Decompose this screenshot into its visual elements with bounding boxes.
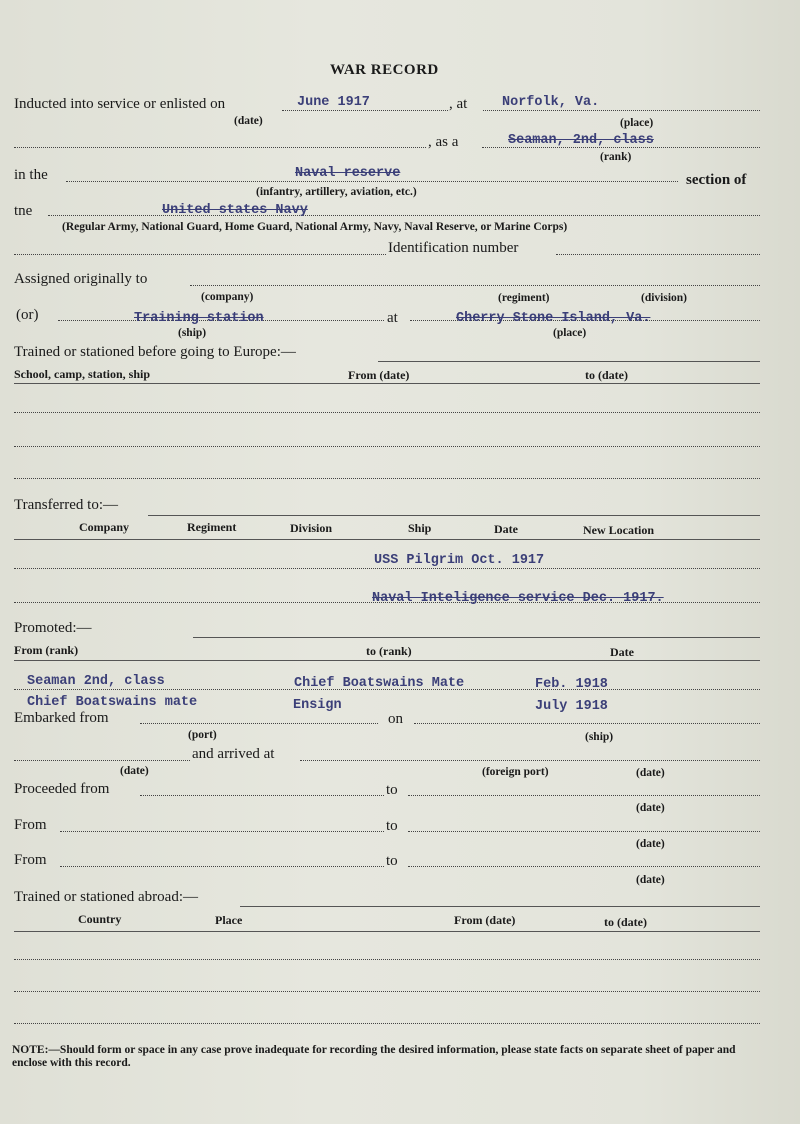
embarked-date-line [14,760,190,761]
arrived-label: and arrived at [192,746,275,762]
abroad-header-to: to (date) [604,915,647,929]
abroad-header-rule [14,931,760,932]
promoted-row-1-date: Feb. 1918 [535,677,608,692]
section-of-label: section of [686,172,747,188]
promoted-header-to: to (rank) [366,644,412,658]
transferred-header-date: Date [494,522,518,536]
to-label-1: to [386,818,398,834]
promoted-header-rule [14,660,760,661]
place-caption: (place) [553,327,587,339]
assigned-place: Cherry Stone Island, Va. [456,311,651,326]
proceeded-to-label: to [386,782,398,798]
inducted-place: Norfolk, Va. [502,95,600,110]
abroad-line-1 [14,959,760,960]
the-label: tne [14,203,33,219]
rank-caption: (rank) [600,151,632,163]
rank-line-blank [14,147,426,148]
embarked-ship-caption: (ship) [585,731,614,743]
from-line-2 [60,866,384,867]
foreign-port-caption: (foreign port) [482,766,549,778]
proceeded-from-line [140,795,384,796]
to-label-2: to [386,853,398,869]
service-line [48,215,760,216]
promoted-label: Promoted:— [14,620,92,636]
identification-label: Identification number [388,240,519,256]
date-caption-1: (date) [636,838,665,850]
trained-before-rule [378,361,760,362]
transferred-header-regiment: Regiment [187,520,237,534]
abroad-header-from: From (date) [454,913,516,927]
date-caption-2: (date) [636,874,665,886]
inducted-date: June 1917 [297,95,370,110]
promoted-row-2-date: July 1918 [535,699,608,714]
transferred-label: Transferred to:— [14,497,119,513]
trained-before-header-to: to (date) [585,368,628,382]
promoted-row-2-to: Ensign [293,698,342,713]
abroad-header-country: Country [78,912,122,926]
inducted-label: Inducted into service or enlisted on [14,96,226,112]
arrived-date-caption: (date) [636,767,665,779]
from-label-2: From [14,852,47,868]
company-caption: (company) [201,291,254,303]
ship-value: Training station [134,311,264,326]
as-a-label: , as a [428,134,459,150]
footer-note: NOTE:—Should form or space in any case prove inadequate for recording the desired information, please state facts on separate sheet of paper and enclose with this record. [12,1044,736,1069]
promoted-rule [193,637,760,638]
transferred-header-division: Division [290,521,333,535]
proceeded-date-caption: (date) [636,802,665,814]
embarked-port-line [140,723,378,724]
promoted-row-1-from: Seaman 2nd, class [27,674,165,689]
from-label-1: From [14,817,47,833]
embarked-ship-line [414,723,760,724]
regiment-caption: (regiment) [498,292,550,304]
ship-caption: (ship) [178,327,207,339]
service-value: United states Navy [162,203,308,218]
division-caption: (division) [641,292,688,304]
transferred-header-ship: Ship [408,521,432,535]
trained-before-line-2 [14,446,760,447]
assigned-label: Assigned originally to [14,271,148,287]
or-label: (or) [16,307,39,323]
to-line-2 [408,866,760,867]
identification-blank-line [14,254,386,255]
abroad-line-2 [14,991,760,992]
abroad-header-place: Place [215,913,243,927]
inducted-place-caption: (place) [620,117,654,129]
to-line-1 [408,831,760,832]
trained-before-line-1 [14,412,760,413]
proceeded-to-line [408,795,760,796]
trained-abroad-rule [240,906,760,907]
trained-before-header-place: School, camp, station, ship [14,367,151,381]
inducted-date-caption: (date) [234,115,263,127]
trained-before-header-rule [14,383,760,384]
trained-before-line-3 [14,478,760,479]
proceeded-label: Proceeded from [14,781,110,797]
promoted-row-2-from: Chief Boatswains mate [27,695,198,710]
trained-abroad-label: Trained or stationed abroad:— [14,889,198,905]
section-caption: (infantry, artillery, aviation, etc.) [256,186,417,198]
arrived-line [300,760,760,761]
assigned-line [190,285,760,286]
from-line-1 [60,831,384,832]
identification-line [556,254,760,255]
assigned-at-label: at [387,310,398,326]
promoted-header-from: From (rank) [14,643,79,657]
inducted-at-label: , at [449,96,468,112]
transferred-header-rule [14,539,760,540]
trained-before-label: Trained or stationed before going to Europe:— [14,344,296,360]
embarked-on-label: on [388,711,403,727]
in-the-label: in the [14,167,48,183]
rank-value: Seaman, 2nd, class [508,133,654,148]
transferred-entry-2: Naval Inteligence service Dec. 1917. [372,591,664,606]
transferred-entry-1: USS Pilgrim Oct. 1917 [374,553,545,568]
embarked-label: Embarked from [14,710,109,726]
transferred-header-location: New Location [583,523,654,537]
transferred-rule [148,515,760,516]
promoted-header-date: Date [610,645,634,659]
page-title: WAR RECORD [330,62,439,78]
transferred-header-company: Company [79,520,130,534]
section-branch: Naval reserve [295,166,401,181]
port-caption: (port) [188,729,217,741]
embarked-date-caption: (date) [120,765,149,777]
trained-before-header-from: From (date) [348,368,410,382]
promoted-row-1-to: Chief Boatswains Mate [294,676,465,691]
service-caption: (Regular Army, National Guard, Home Guard, National Army, Navy, Naval Reserve, or Marine Corps) [62,221,568,233]
abroad-line-3 [14,1023,760,1024]
